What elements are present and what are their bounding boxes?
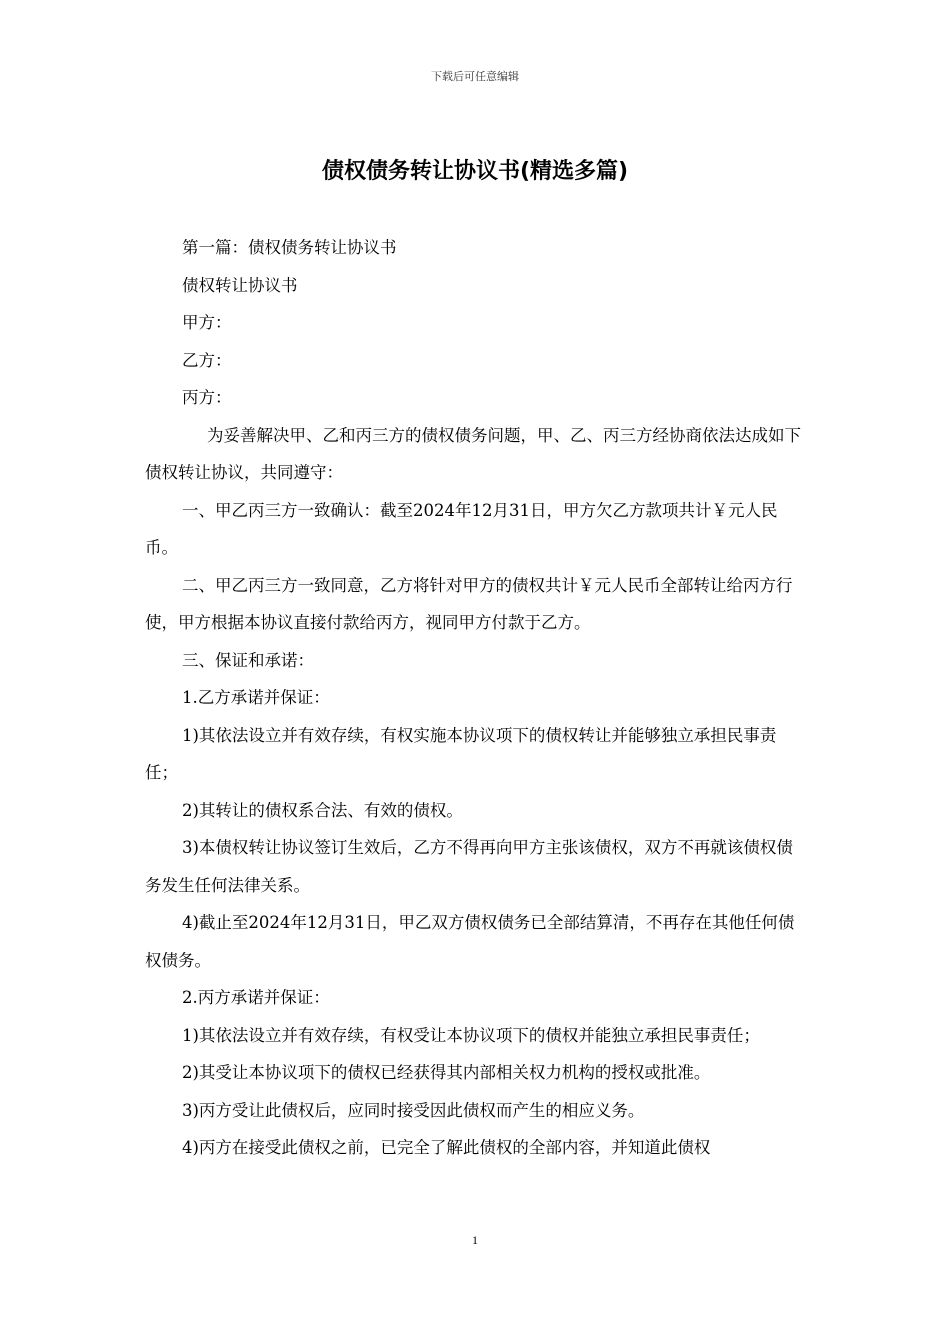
paragraph: 4)丙方在接受此债权之前，已完全了解此债权的全部内容，并知道此债权 bbox=[182, 1138, 711, 1157]
paragraph: 3)丙方受让此债权后，应同时接受因此债权而产生的相应义务。 bbox=[182, 1100, 645, 1120]
header-note: 下载后可任意编辑 bbox=[431, 70, 519, 83]
document-title: 债权债务转让协议书(精选多篇) bbox=[321, 159, 629, 184]
paragraph: 1.乙方承诺并保证： bbox=[182, 688, 330, 707]
paragraph: 为妥善解决甲、乙和丙三方的债权债务问题，甲、乙、丙三方经协商依法达成如下债权转让协议，共同遵守： bbox=[145, 425, 801, 482]
document-body bbox=[145, 229, 807, 1167]
paragraph: 1)其依法设立并有效存续，有权实施本协议项下的债权转让并能够独立承担民事责任； bbox=[145, 725, 777, 782]
page-number: 1 bbox=[472, 1233, 478, 1247]
paragraph: 甲方： bbox=[182, 313, 232, 332]
paragraph: 4)截止至2024年12月31日，甲乙双方债权债务已全部结算清，不再存在其他任何债权债务。 bbox=[145, 913, 795, 970]
paragraph: 2.丙方承诺并保证： bbox=[182, 988, 330, 1007]
paragraph: 2)其受让本协议项下的债权已经获得其内部相关权力机构的授权或批准。 bbox=[182, 1063, 711, 1082]
paragraph: 1)其依法设立并有效存续，有权受让本协议项下的债权并能独立承担民事责任； bbox=[182, 1025, 760, 1045]
paragraph: 3)本债权转让协议签订生效后，乙方不得再向甲方主张该债权，双方不再就该债权债务发生任何法律关系。 bbox=[145, 838, 793, 895]
paragraph: 债权转让协议书 bbox=[182, 275, 298, 295]
paragraph: 三、保证和承诺： bbox=[182, 650, 314, 670]
paragraph: 2)其转让的债权系合法、有效的债权。 bbox=[182, 800, 463, 820]
paragraph: 丙方： bbox=[182, 388, 232, 407]
paragraph: 乙方： bbox=[182, 350, 232, 370]
paragraph: 第一篇：债权债务转让协议书 bbox=[182, 238, 397, 257]
paragraph: 二、甲乙丙三方一致同意，乙方将针对甲方的债权共计￥元人民币全部转让给丙方行使，甲方根据本协议直接付款给丙方，视同甲方付款于乙方。 bbox=[145, 575, 793, 632]
paragraph: 一、甲乙丙三方一致确认：截至2024年12月31日，甲方欠乙方款项共计￥元人民币。 bbox=[145, 500, 778, 557]
